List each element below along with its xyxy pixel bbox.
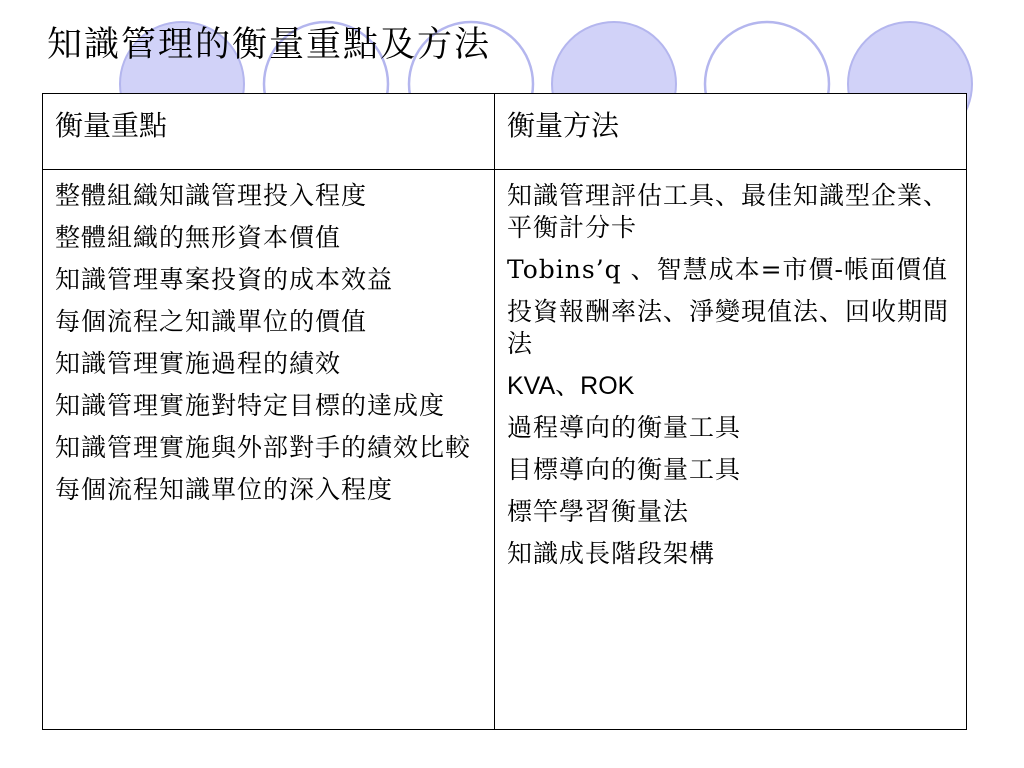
focus-list-cell xyxy=(43,170,495,730)
measurement-table xyxy=(42,93,967,730)
method-item: 投資報酬率法、淨變現值法、回收期間法 xyxy=(507,297,950,358)
method-item: 目標導向的衡量工具 xyxy=(507,455,742,484)
method-item: 過程導向的衡量工具 xyxy=(507,413,742,442)
slide-title: 知識管理的衡量重點及方法 xyxy=(47,25,492,65)
focus-item: 整體組織的無形資本價值 xyxy=(55,223,342,252)
method-item: KVA、ROK xyxy=(507,372,635,400)
table-body-row xyxy=(43,170,967,730)
focus-item: 知識管理實施對特定目標的達成度 xyxy=(55,391,446,420)
method-item: 知識成長階段架構 xyxy=(507,539,716,568)
focus-item: 知識管理實施過程的績效 xyxy=(55,349,342,378)
method-item: 標竿學習衡量法 xyxy=(507,497,690,526)
focus-item: 知識管理專案投資的成本效益 xyxy=(55,265,394,294)
table-header-row xyxy=(43,94,967,170)
method-item: 知識管理評估工具、最佳知識型企業、平衡計分卡 xyxy=(507,181,950,242)
method-item: Tobins’q 、智慧成本=市價-帳面價值 xyxy=(507,255,949,284)
focus-item: 整體組織知識管理投入程度 xyxy=(55,181,368,210)
focus-item: 每個流程知識單位的深入程度 xyxy=(55,475,394,504)
header-measurement-focus: 衡量重點 xyxy=(43,94,495,170)
header-measurement-method: 衡量方法 xyxy=(495,94,967,170)
focus-item: 每個流程之知識單位的價值 xyxy=(55,307,368,336)
focus-item: 知識管理實施與外部對手的績效比較 xyxy=(55,433,472,462)
method-list-cell xyxy=(495,170,967,730)
